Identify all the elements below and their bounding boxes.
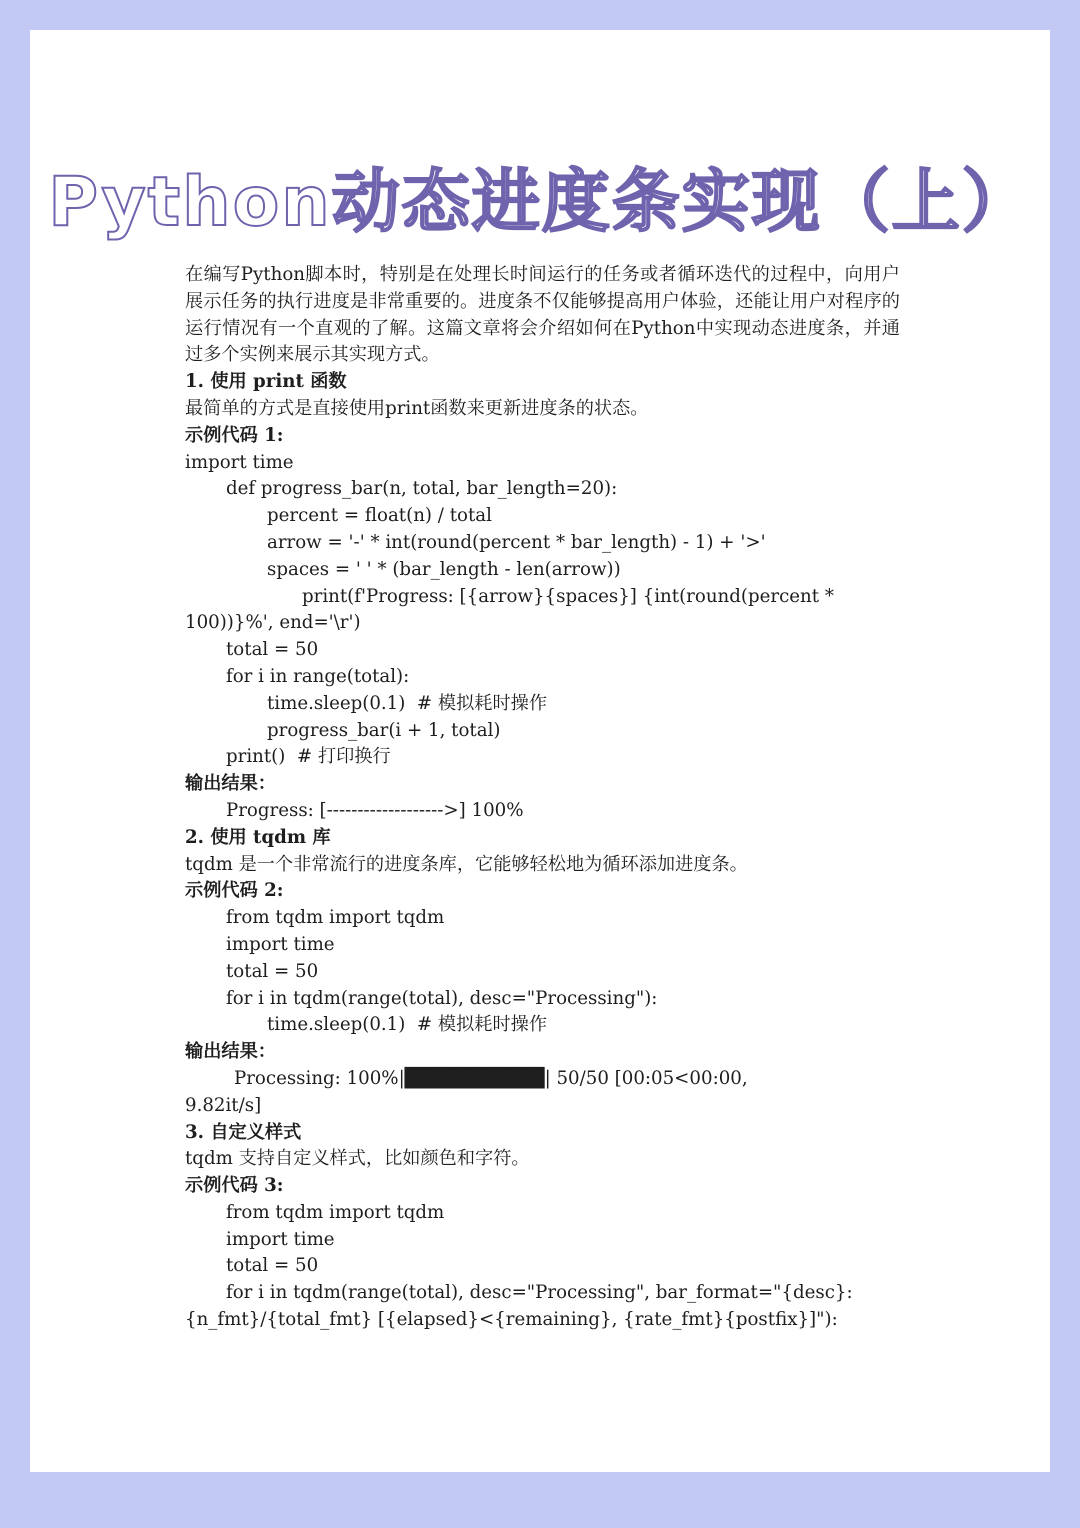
code-1-line-6: print(f'Progress: [{arrow}{spaces}] {int(round(percent *	[302, 585, 834, 607]
code-2-line-4: for i in tqdm(range(total), desc="Processing"):	[226, 987, 658, 1009]
code-3-line-1: from tqdm import tqdm	[226, 1201, 445, 1223]
code-1-line-4: arrow = '-' * int(round(percent * bar_length) - 1) + '>'	[267, 531, 766, 553]
code-1-line-8: total = 50	[226, 639, 319, 661]
section-1-code-label: 示例代码 1:	[185, 424, 284, 446]
section-1-output-label: 输出结果：	[185, 773, 276, 795]
section-3-code-label: 示例代码 3:	[185, 1175, 284, 1197]
code-2-line-1: from tqdm import tqdm	[226, 907, 445, 929]
section-1-heading: 1. 使用 print 函数	[185, 371, 347, 393]
code-1-line-11: progress_bar(i + 1, total)	[267, 719, 501, 741]
code-1-line-2: def progress_bar(n, total, bar_length=20):	[226, 478, 618, 500]
section-1-description: 最简单的方式是直接使用print函数来更新进度条的状态。	[185, 397, 649, 419]
code-2-line-5: time.sleep(0.1) # 模拟耗时操作	[267, 1014, 548, 1036]
code-3-line-4: for i in tqdm(range(total), desc="Processing", bar_format="{desc}:	[226, 1282, 853, 1304]
code-3-line-3: total = 50	[226, 1255, 319, 1277]
code-3-line-5: {n_fmt}/{total_fmt} [{elapsed}<{remaining}, {rate_fmt}{postfix}]"):	[185, 1309, 838, 1331]
code-1-line-12: print() # 打印换行	[226, 746, 391, 768]
section-1-output: Progress: [------------------->] 100%	[226, 799, 524, 821]
section-3-description: tqdm 支持自定义样式，比如颜色和字符。	[185, 1148, 530, 1170]
code-2-line-2: import time	[226, 933, 335, 955]
page-title: Python动态进度条实现（上）	[48, 163, 1032, 242]
code-2-line-3: total = 50	[226, 960, 319, 982]
article-body	[185, 262, 900, 1334]
code-1-line-9: for i in range(total):	[226, 665, 410, 687]
code-1-line-1: import time	[185, 451, 294, 473]
section-2-code-label: 示例代码 2:	[185, 880, 284, 902]
section-2-output-line-1: Processing: 100%|██████████| 50/50 [00:05<00:00,	[234, 1067, 748, 1089]
document-page	[30, 30, 1050, 1472]
code-1-line-3: percent = float(n) / total	[267, 505, 492, 527]
section-2-description: tqdm 是一个非常流行的进度条库，它能够轻松地为循环添加进度条。	[185, 853, 748, 875]
code-1-line-10: time.sleep(0.1) # 模拟耗时操作	[267, 692, 548, 714]
section-2-heading: 2. 使用 tqdm 库	[185, 826, 331, 848]
section-2-output-label: 输出结果：	[185, 1041, 276, 1063]
code-1-line-5: spaces = ' ' * (bar_length - len(arrow))	[267, 558, 621, 580]
section-3-heading: 3. 自定义样式	[185, 1121, 302, 1143]
code-1-line-7: 100))}%', end='\r')	[185, 612, 361, 634]
intro-paragraph: 在编写Python脚本时，特别是在处理长时间运行的任务或者循环迭代的过程中，向用户展示任务的执行进度是非常重要的。进度条不仅能够提高用户体验，还能让用户对程序的运行情况有一个直观的了解。这篇文章将会介绍如何在Python中实现动态进度条，并通过多个实例来展示其实现方式。	[185, 264, 900, 366]
code-3-line-2: import time	[226, 1228, 335, 1250]
section-2-output-line-2: 9.82it/s]	[185, 1094, 262, 1116]
